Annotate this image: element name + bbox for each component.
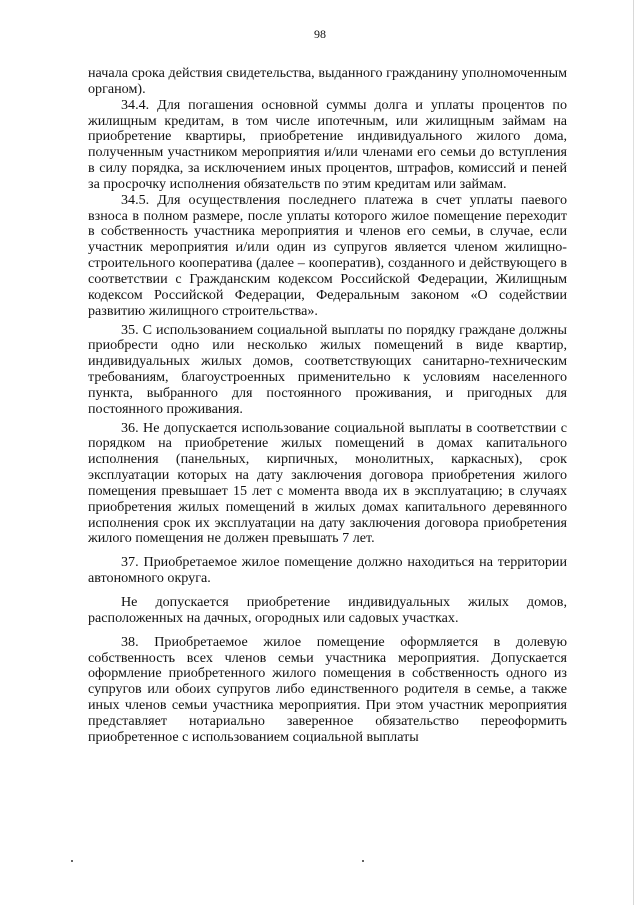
scan-speck — [362, 860, 364, 862]
scan-speck — [71, 860, 73, 862]
paragraph-37: 37. Приобретаемое жилое помещение должно находиться на территории автономного округа. — [88, 554, 567, 587]
scan-edge — [633, 0, 634, 905]
paragraph-37-continued: Не допускается приобретение индивидуальных жилых домов, расположенных на дачных, огородных или садовых участках. — [88, 594, 567, 626]
paragraph-34-4: 34.4. Для погашения основной суммы долга и уплаты процентов по жилищным кредитам, в том числе ипотечным, или жилищным займам на приобретение квартиры, приобретение индивидуального жилого дома, полученным участником мероприятия и/или членами его семьи до вступления в силу порядка, за исключением иных процентов, штрафов, комиссий и пеней за просрочку исполнения обязательств по этим кредитам или займам. — [88, 96, 567, 192]
paragraph-38: 38. Приобретаемое жилое помещение оформляется в долевую собственность всех членов семьи участника мероприятия. Допускается оформление приобретенного жилого помещения в собственность одного из супругов или обоих супругов либо единственного родителя в семье, а также иных членов семьи участника мероприятия. При этом участник мероприятия представляет нотариально заверенное обязательство переоформить приобретенное с использованием социальной выплаты — [88, 633, 567, 745]
page-number: 98 — [314, 27, 326, 41]
document-body — [88, 66, 567, 746]
paragraph-34-5: 34.5. Для осуществления последнего платежа в счет уплаты паевого взноса в полном размере, после уплаты которого жилое помещение переходит в собственность участника мероприятия и членов его семьи, в случае, если участник мероприятия и/или один из супругов является членом жилищно-строительного кооператива (далее – кооператив), созданного и действующего в соответствии с Гражданским кодексом Российской Федерации, Жилищным кодексом Российской Федерации, Федеральным законом «О содействии развитию жилищного строительства». — [88, 191, 567, 319]
paragraph-36: 36. Не допускается использование социальной выплаты в соответствии с порядком на приобретение жилых помещений в домах капитального исполнения (панельных, кирпичных, монолитных, каркасных), срок эксплуатации которых на дату заключения договора приобретения жилого помещения превышает 15 лет с момента ввода их в эксплуатацию; в случаях приобретения жилых помещений в жилых домах капитального деревянного исполнения срок их эксплуатации на дату заключения договора приобретения жилого помещения не должен превышать 7 лет. — [88, 419, 567, 547]
paragraph-continued: начала срока действия свидетельства, выданного гражданину уполномоченным органом). — [88, 65, 567, 97]
paragraph-35: 35. С использованием социальной выплаты по порядку граждане должны приобрести одно или несколько жилых помещений в виде квартир, индивидуальных жилых домов, соответствующих санитарно-техническим требованиям, благоустроенных применительно к условиям населенного пункта, выбранного для постоянного проживания, и пригодных для постоянного проживания. — [88, 321, 567, 417]
